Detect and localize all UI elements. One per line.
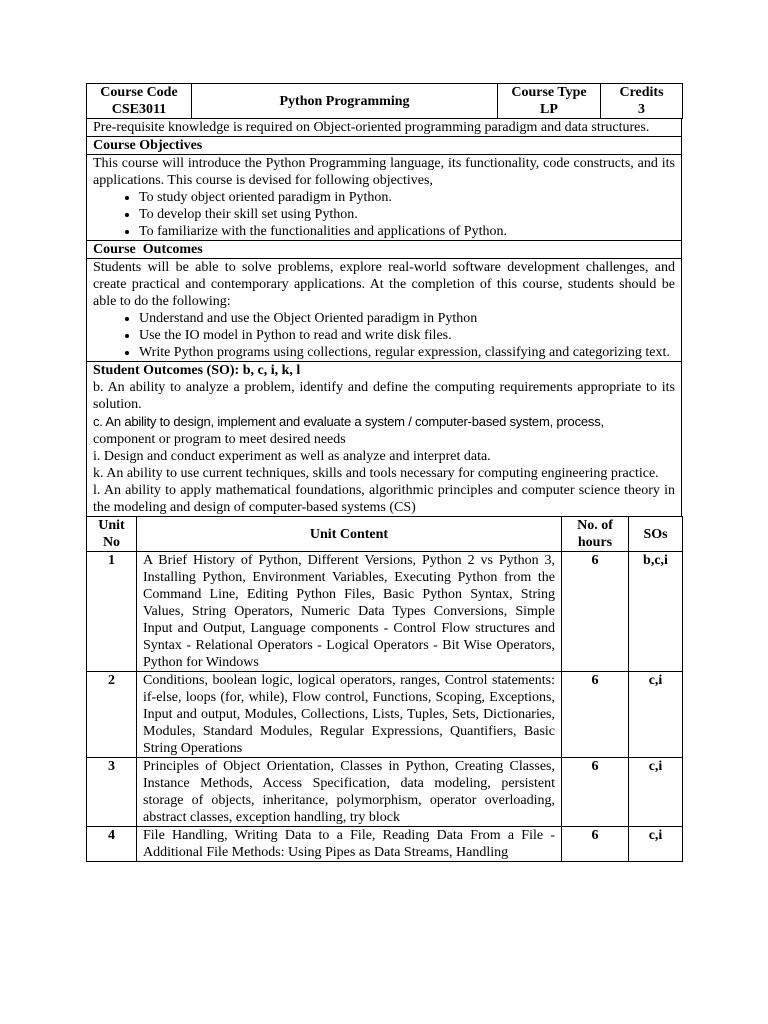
table-row — [87, 672, 683, 758]
so-b: b. An ability to analyze a problem, identify and define the computing requirements appropriate to its solution. — [93, 380, 675, 412]
syllabus-page — [86, 83, 682, 862]
unit-hours: 6 — [562, 758, 629, 827]
credits-cell — [601, 84, 683, 119]
objectives-heading: Course Objectives — [87, 137, 682, 155]
so-l: l. An ability to apply mathematical foundations, algorithmic principles and computer science theory in the modeling and design of computer-based systems (CS) — [93, 483, 675, 515]
course-type-cell — [498, 84, 601, 119]
credits-value: 3 — [638, 102, 645, 117]
course-type: LP — [540, 102, 558, 117]
student-outcomes-heading: Student Outcomes (SO): b, c, i, k, l — [93, 363, 301, 378]
course-title: Python Programming — [192, 84, 498, 119]
list-item: • To study object oriented paradigm in Python. — [139, 189, 675, 206]
outcomes-section — [87, 259, 682, 362]
unit-content: Conditions, boolean logic, logical operators, ranges, Control statements: if-else, loops (for, while), Flow control, Functions, Scoping, Exceptions, Input and output, Modules, Collections, Lists, Tuples, Sets, Dictionaries, Modules, Standard Modules, Regular Expressions, Quantifiers, Basic String Operations — [137, 672, 562, 758]
list-item: • To familiarize with the functionalities and applications of Python. — [139, 223, 675, 240]
course-header-table — [86, 83, 683, 119]
course-body-table — [86, 118, 682, 517]
unit-no: 1 — [87, 552, 137, 672]
so-c-continued: component or program to meet desired needs — [93, 432, 346, 447]
course-code: CSE3011 — [111, 102, 167, 117]
unit-sos: b,c,i — [629, 552, 683, 672]
objectives-intro: This course will introduce the Python Programming language, its functionality, code constructs, and its applications. This course is devised for following objectives, — [93, 156, 675, 188]
list-item: • Understand and use the Object Oriented paradigm in Python — [139, 310, 675, 327]
so-c-text: An ability to design, implement and evaluate a system / computer-based system, process, — [102, 414, 604, 429]
col-header-hours: No. of hours — [562, 517, 629, 552]
unit-hours: 6 — [562, 827, 629, 862]
so-c-prefix: c. — [93, 414, 103, 429]
list-item: • Write Python programs using collections, regular expression, classifying and categorizing text. — [139, 344, 675, 361]
col-header-unit: Unit No — [87, 517, 137, 552]
unit-no: 3 — [87, 758, 137, 827]
unit-sos: c,i — [629, 758, 683, 827]
objectives-list — [93, 189, 675, 240]
table-row — [87, 827, 683, 862]
unit-hours: 6 — [562, 552, 629, 672]
unit-no: 2 — [87, 672, 137, 758]
course-type-label: Course Type — [511, 85, 587, 100]
unit-content: File Handling, Writing Data to a File, Reading Data From a File - Additional File Methods: Using Pipes as Data Streams, Handling — [137, 827, 562, 862]
unit-no: 4 — [87, 827, 137, 862]
course-code-cell — [87, 84, 192, 119]
unit-sos: c,i — [629, 672, 683, 758]
credits-label: Credits — [619, 85, 664, 100]
list-item: • Use the IO model in Python to read and write disk files. — [139, 327, 675, 344]
prerequisite: Pre-requisite knowledge is required on Object-oriented programming paradigm and data structures. — [87, 119, 682, 137]
unit-content: A Brief History of Python, Different Versions, Python 2 vs Python 3, Installing Python, Environment Variables, Executing Python from the Command Line, Editing Python Files, Basic Python Syntax, String Values, String Operators, Numeric Data Types Conversions, Simple Input and Output, Language components - Control Flow structures and Syntax - Relational Operators - Logical Operators - Bit Wise Operators, Python for Windows — [137, 552, 562, 672]
so-c — [93, 413, 675, 431]
unit-sos: c,i — [629, 827, 683, 862]
table-row — [87, 552, 683, 672]
outcomes-heading: Course Outcomes — [87, 241, 682, 259]
so-k: k. An ability to use current techniques, skills and tools necessary for computing engineering practice. — [93, 466, 659, 481]
objectives-section — [87, 155, 682, 241]
units-table — [86, 516, 683, 862]
unit-hours: 6 — [562, 672, 629, 758]
course-code-label: Course Code — [100, 85, 178, 100]
col-header-content: Unit Content — [137, 517, 562, 552]
col-header-sos: SOs — [629, 517, 683, 552]
so-i: i. Design and conduct experiment as well as analyze and interpret data. — [93, 449, 491, 464]
outcomes-intro: Students will be able to solve problems, explore real-world software development challenges, and create practical and contemporary applications. At the completion of this course, students should be able to do the following: — [93, 260, 675, 309]
table-row — [87, 758, 683, 827]
list-item: • To develop their skill set using Python. — [139, 206, 675, 223]
outcomes-list — [93, 310, 675, 361]
unit-content: Principles of Object Orientation, Classes in Python, Creating Classes, Instance Methods, Access Specification, data modeling, persistent storage of objects, inheritance, polymorphism, operator overloading, abstract classes, exception handling, try block — [137, 758, 562, 827]
student-outcomes-section — [87, 362, 682, 517]
